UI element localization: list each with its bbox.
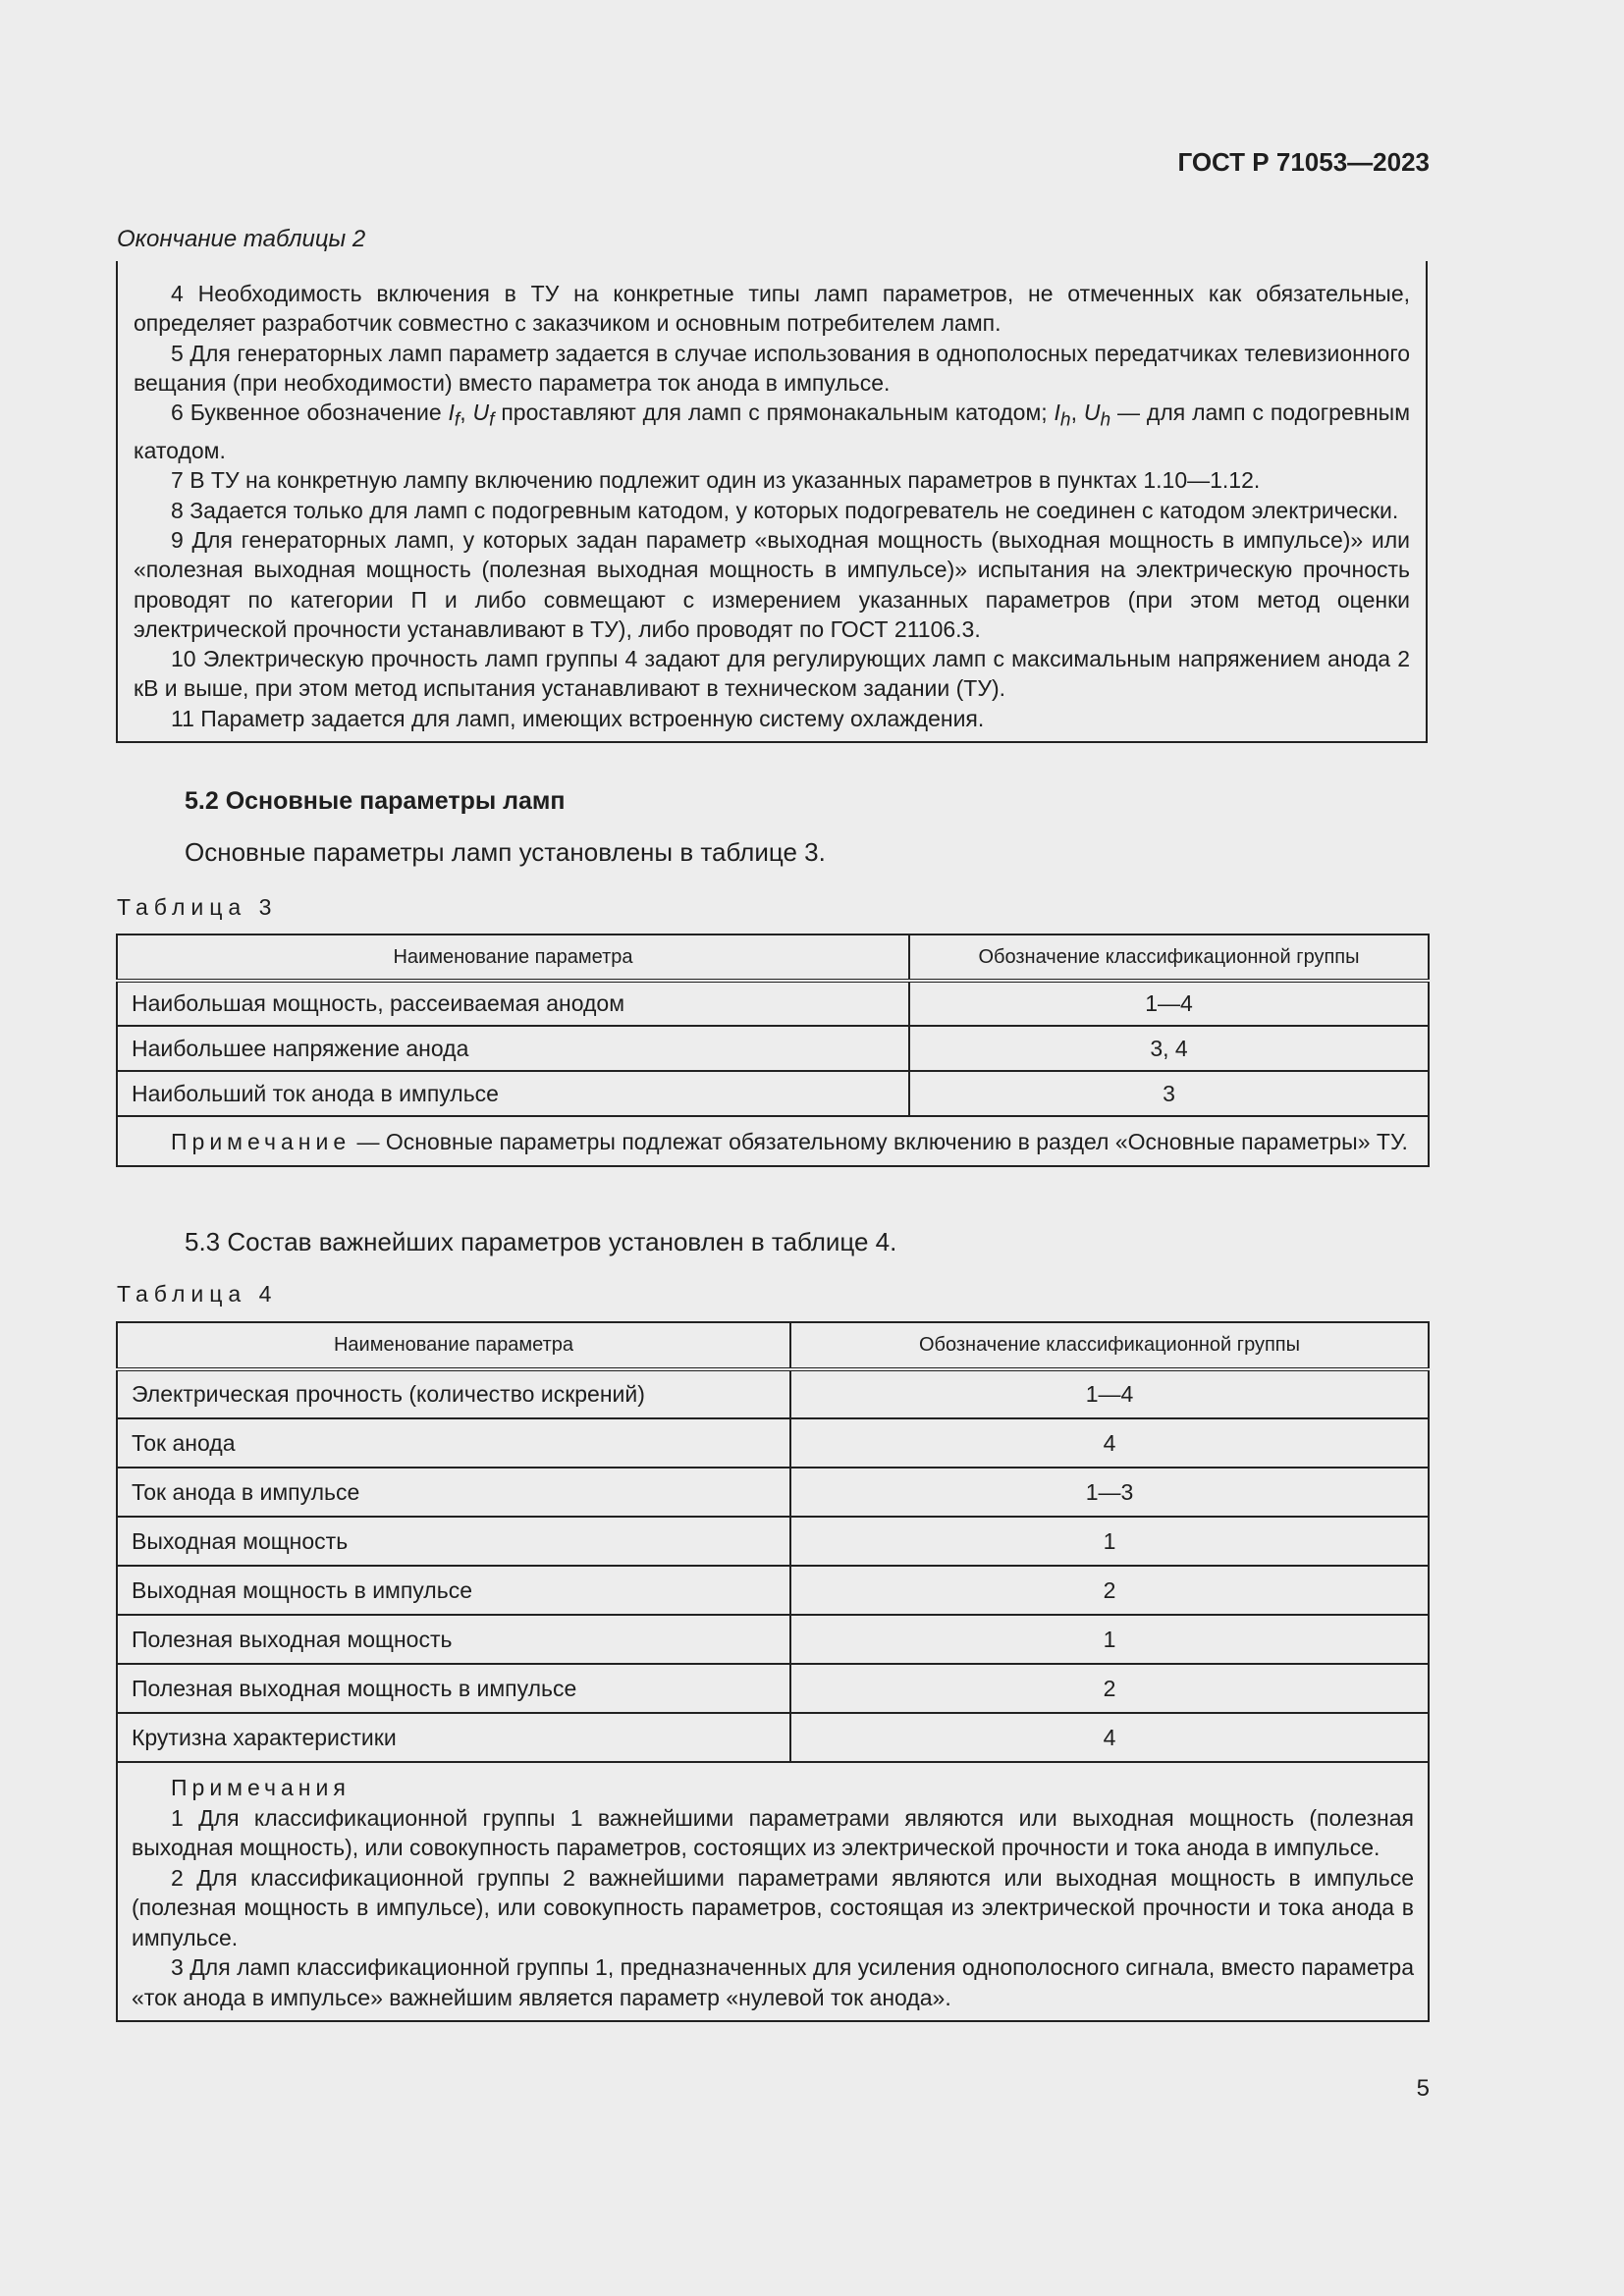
group-cell: 3 (909, 1071, 1429, 1116)
table2-notes-box (116, 267, 1428, 743)
group-cell: 4 (790, 1713, 1429, 1762)
table-note-row (117, 1762, 1429, 2021)
table-row (117, 1566, 1429, 1615)
param-name-cell: Крутизна характеристики (117, 1713, 790, 1762)
param-name-cell: Выходная мощность (117, 1517, 790, 1566)
table-header-row (117, 934, 1429, 981)
table3-label: Таблица 3 (117, 894, 278, 920)
table4 (116, 1321, 1430, 2022)
note-text: — Основные параметры подлежат обязательному включению в раздел «Основные параметры» ТУ. (351, 1129, 1408, 1154)
table2-note: 9 Для генераторных ламп, у которых задан параметр «выходная мощность (выходная мощность в импульсе)» или «полезная выходная мощность (полезная выходная мощность в импульсе)» испытания на электрическую прочность проводят по категории П и либо совмещают с измерением указанных параметров (при этом метод оценки электрической прочности устанавливают в ТУ), либо проводят по ГОСТ 21106.3. (134, 526, 1410, 642)
symbol: U (472, 400, 490, 426)
group-cell: 1 (790, 1517, 1429, 1566)
section-text: 5.3 Состав важнейших параметров установлен в таблице 4. (185, 1227, 897, 1256)
param-name-cell: Ток анода в импульсе (117, 1468, 790, 1517)
group-cell: 1—4 (909, 981, 1429, 1026)
table-row (117, 981, 1429, 1026)
table4-note: 1 Для классификационной группы 1 важнейшими параметрами являются или выходная мощность (полезная выходная мощность), или совокупность параметров, состоящих из электрической прочности и тока анода в импульсе. (132, 1804, 1414, 1860)
table3-note (117, 1116, 1429, 1166)
group-cell: 1—3 (790, 1468, 1429, 1517)
symbol: I (1054, 400, 1060, 426)
param-name-cell: Выходная мощность в импульсе (117, 1566, 790, 1615)
param-name-cell: Полезная выходная мощность в импульсе (117, 1664, 790, 1713)
param-name-cell: Электрическая прочность (количество искрений) (117, 1369, 790, 1418)
column-header: Обозначение классификационной группы (790, 1322, 1429, 1369)
table4-label: Таблица 4 (117, 1281, 278, 1307)
group-cell: 2 (790, 1664, 1429, 1713)
table-row (117, 1418, 1429, 1468)
table4-notes (117, 1762, 1429, 2021)
table4-note: 3 Для ламп классификационной группы 1, предназначенных для усиления однополосного сигнала, вместо параметра «ток анода в импульсе» важнейшим является параметр «нулевой ток анода». (132, 1954, 1414, 2010)
table-row (117, 1664, 1429, 1713)
symbol: I (448, 400, 455, 426)
table2-note: 4 Необходимость включения в ТУ на конкретные типы ламп параметров, не отмеченных как обязательные, определяет разработчик совместно с заказчиком и основным потребителем ламп. (134, 281, 1411, 337)
table3 (116, 934, 1430, 1167)
table2-note: 10 Электрическую прочность ламп группы 4 задают для регулирующих ламп с максимальным напряжением анода 2 кВ и выше, при этом метод испытания устанавливают в техническом задании (ТУ). (134, 646, 1410, 702)
symbol: U (1083, 400, 1101, 426)
document-id: ГОСТ Р 71053—2023 (1177, 147, 1430, 177)
section-text: Основные параметры ламп установлены в таблице 3. (185, 837, 826, 867)
table-row (117, 1713, 1429, 1762)
table-row (117, 1615, 1429, 1664)
table-note-row (117, 1116, 1429, 1166)
column-header: Обозначение классификационной группы (909, 934, 1429, 981)
table-row (117, 1026, 1429, 1071)
param-name-cell: Ток анода (117, 1418, 790, 1468)
column-header: Наименование параметра (117, 1322, 790, 1369)
notes-label: Примечания (171, 1775, 351, 1800)
section-heading: 5.2 Основные параметры ламп (185, 787, 566, 815)
table-row (117, 1369, 1429, 1418)
param-name-cell: Наибольшее напряжение анода (117, 1026, 909, 1071)
table-continuation-title: Окончание таблицы 2 (117, 226, 366, 252)
group-cell: 4 (790, 1418, 1429, 1468)
group-cell: 1 (790, 1615, 1429, 1664)
table-header-row (117, 1322, 1429, 1369)
param-name-cell: Полезная выходная мощность (117, 1615, 790, 1664)
page-number: 5 (1416, 2075, 1430, 2102)
column-header: Наименование параметра (117, 934, 909, 981)
param-name-cell: Наибольшая мощность, рассеиваемая анодом (117, 981, 909, 1026)
param-name-cell: Наибольший ток анода в импульсе (117, 1071, 909, 1116)
group-cell: 3, 4 (909, 1026, 1429, 1071)
note-label: Примечание (171, 1129, 352, 1154)
table-row (117, 1071, 1429, 1116)
group-cell: 2 (790, 1566, 1429, 1615)
table2-note: 8 Задается только для ламп с подогревным катодом, у которых подогреватель не соединен с катодом электрически. (171, 497, 1399, 523)
group-cell: 1—4 (790, 1369, 1429, 1418)
table-row (117, 1468, 1429, 1517)
table-row (117, 1517, 1429, 1566)
table4-note: 2 Для классификационной группы 2 важнейшими параметрами являются или выходная мощность в импульсе (полезная мощность в импульсе), или совокупность параметров, состоящая из электрической прочности и тока анода в импульсе. (132, 1864, 1414, 1950)
table2-note: 11 Параметр задается для ламп, имеющих встроенную систему охлаждения. (171, 705, 985, 731)
table2-note: 6 Буквенное обозначение $I_f$, $U_f$ проставляют для ламп с прямонакальным катодом; $I_h$, $U_h$ — для ламп с подогревным катодом. (134, 400, 1411, 464)
table2-note: 7 В ТУ на конкретную лампу включению подлежит один из указанных параметров в пунктах 1.10—1.12. (171, 467, 1261, 494)
table2-note: 5 Для генераторных ламп параметр задается в случае использования в однополосных передатчиках телевизионного вещания (при необходимости) вместо параметра ток анода в импульсе. (134, 340, 1411, 396)
